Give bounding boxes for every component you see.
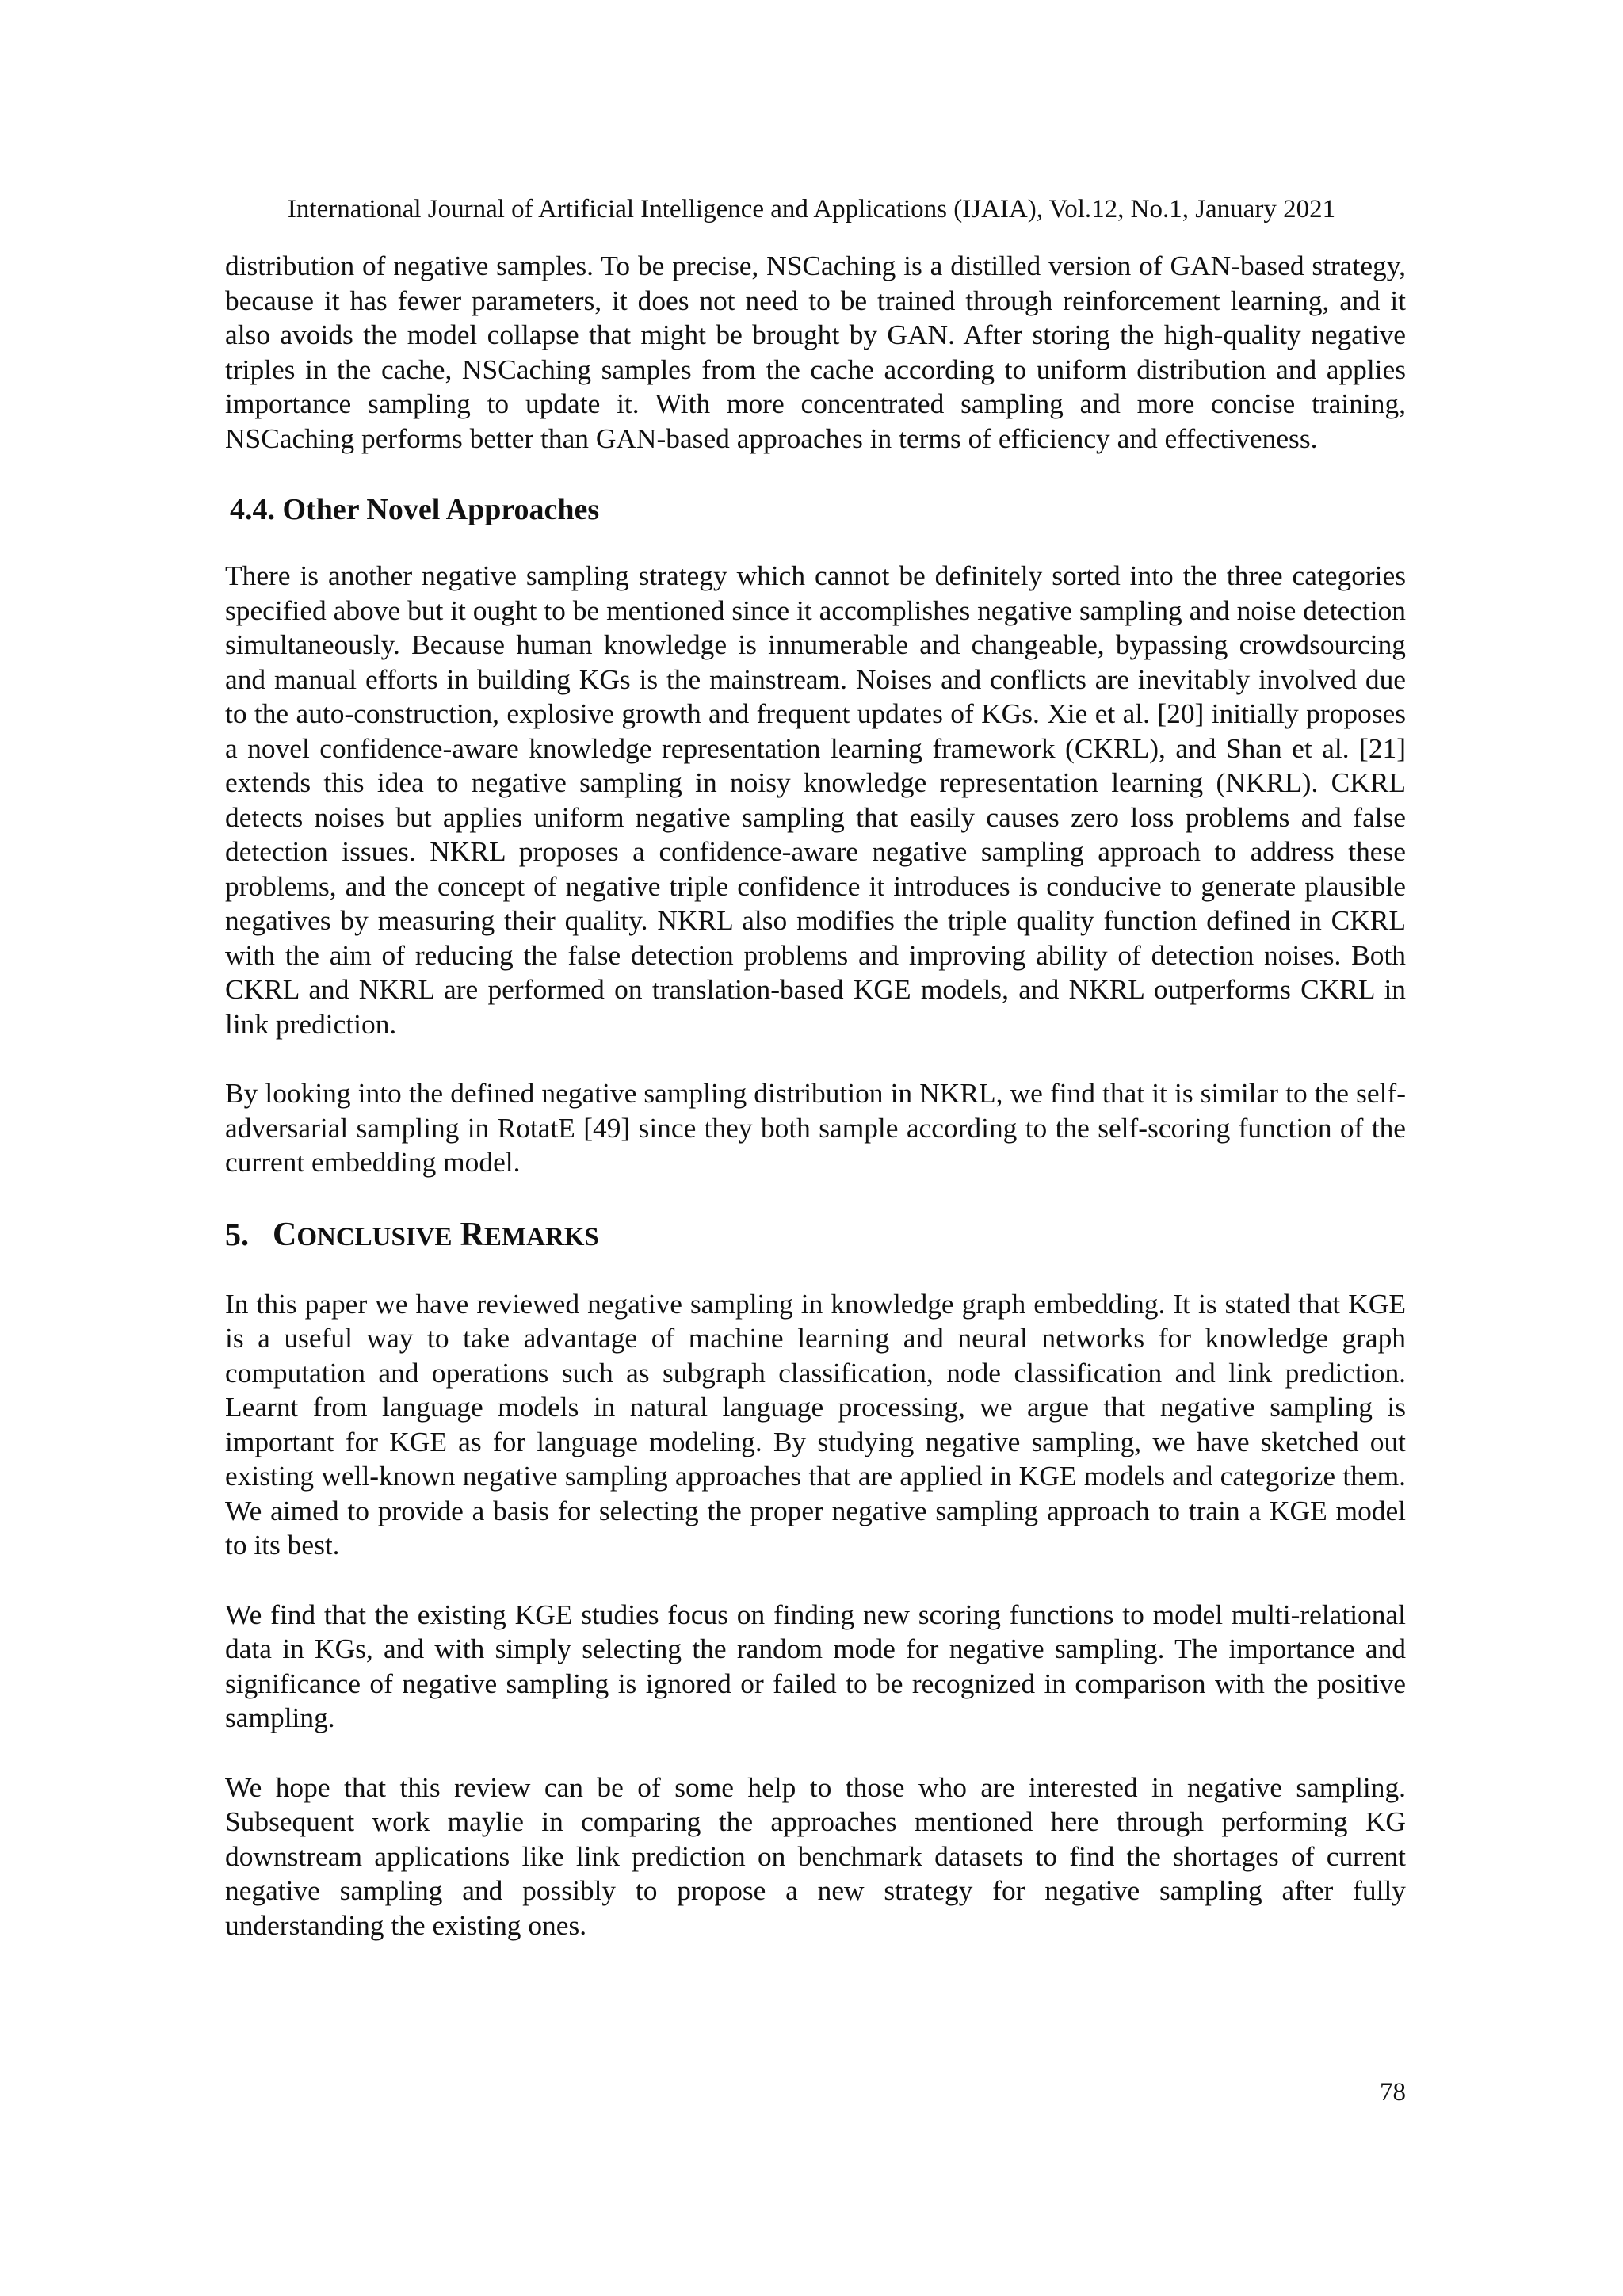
paragraph-other-approaches: There is another negative sampling strategy which cannot be definitely sorted into the three categories specified above but it ought to be mentioned since it accomplishes negative sampling and noise detection simultaneously. Because human knowledge is innumerable and changeable, bypassing crowdsourcing and manual efforts in building KGs is the mainstream. Noises and conflicts are inevitably involved due to the auto-construction, explosive growth and frequent updates of KGs. Xie et al. [20] initially proposes a novel confidence-aware knowledge representation learning framework (CKRL), and Shan et al. [21] extends this idea to negative sampling in noisy knowledge representation learning (NKRL). CKRL detects noises but applies uniform negative sampling that easily causes zero loss problems and false detection issues. NKRL proposes a confidence-aware negative sampling approach to address these problems, and the concept of negative triple confidence it introduces is conducive to generate plausible negatives by measuring their quality. NKRL also modifies the triple quality function defined in CKRL with the aim of reducing the false detection problems and improving ability of detection noises. Both CKRL and NKRL are performed on translation-based KGE models, and NKRL outperforms CKRL in link prediction. [225, 560, 1406, 1040]
paragraph-nkrl-distribution: By looking into the defined negative sampling distribution in NKRL, we find that it is similar to the self-adversarial sampling in RotatE [49] since they both sample according to the self-scoring function of the current embedding model. [225, 1077, 1406, 1178]
section-heading-5: 5. CONCLUSIVE REMARKS [225, 1216, 599, 1253]
subsection-heading-4-4: 4.4. Other Novel Approaches [230, 493, 600, 526]
paragraph-conclusion-findings: We find that the existing KGE studies focus on finding new scoring functions to model multi-relational data in KGs, and with simply selecting the random mode for negative sampling. The importance and significance of negative sampling is ignored or failed to be recognized in comparison with the positive sampling. [225, 1598, 1406, 1733]
section-number: 5. [225, 1216, 249, 1252]
page-number: 78 [1380, 2078, 1406, 2107]
page-body [225, 249, 1406, 1943]
paragraph-conclusion-future-work: We hope that this review can be of some help to those who are interested in negative sampling. Subsequent work maylie in comparing the approaches mentioned here through performing KG downstream applications like link prediction on benchmark datasets to find the shortages of current negative sampling and possibly to propose a new strategy for negative sampling after fully understanding the existing ones. [225, 1771, 1406, 1941]
paragraph-conclusion-review: In this paper we have reviewed negative sampling in knowledge graph embedding. It is stated that KGE is a useful way to take advantage of machine learning and neural networks for knowledge graph computation and operations such as subgraph classification, node classification and link prediction. Learnt from language models in natural language processing, we argue that negative sampling is important for KGE as for language modeling. By studying negative sampling, we have sketched out existing well-known negative sampling approaches that are applied in KGE models and categorize them. We aimed to provide a basis for selecting the proper negative sampling approach to train a KGE model to its best. [225, 1287, 1406, 1561]
running-header: International Journal of Artificial Intelligence and Applications (IJAIA), Vol.12, No.1, January 2021 [287, 195, 1336, 223]
continued-paragraph: distribution of negative samples. To be precise, NSCaching is a distilled version of GAN-based strategy, because it has fewer parameters, it does not need to be trained through reinforcement learning, and it also avoids the model collapse that might be brought by GAN. After storing the high-quality negative triples in the cache, NSCaching samples from the cache according to uniform distribution and applies importance sampling to update it. With more concentrated sampling and more concise training, NSCaching performs better than GAN-based approaches in terms of efficiency and effectiveness. [225, 250, 1406, 454]
